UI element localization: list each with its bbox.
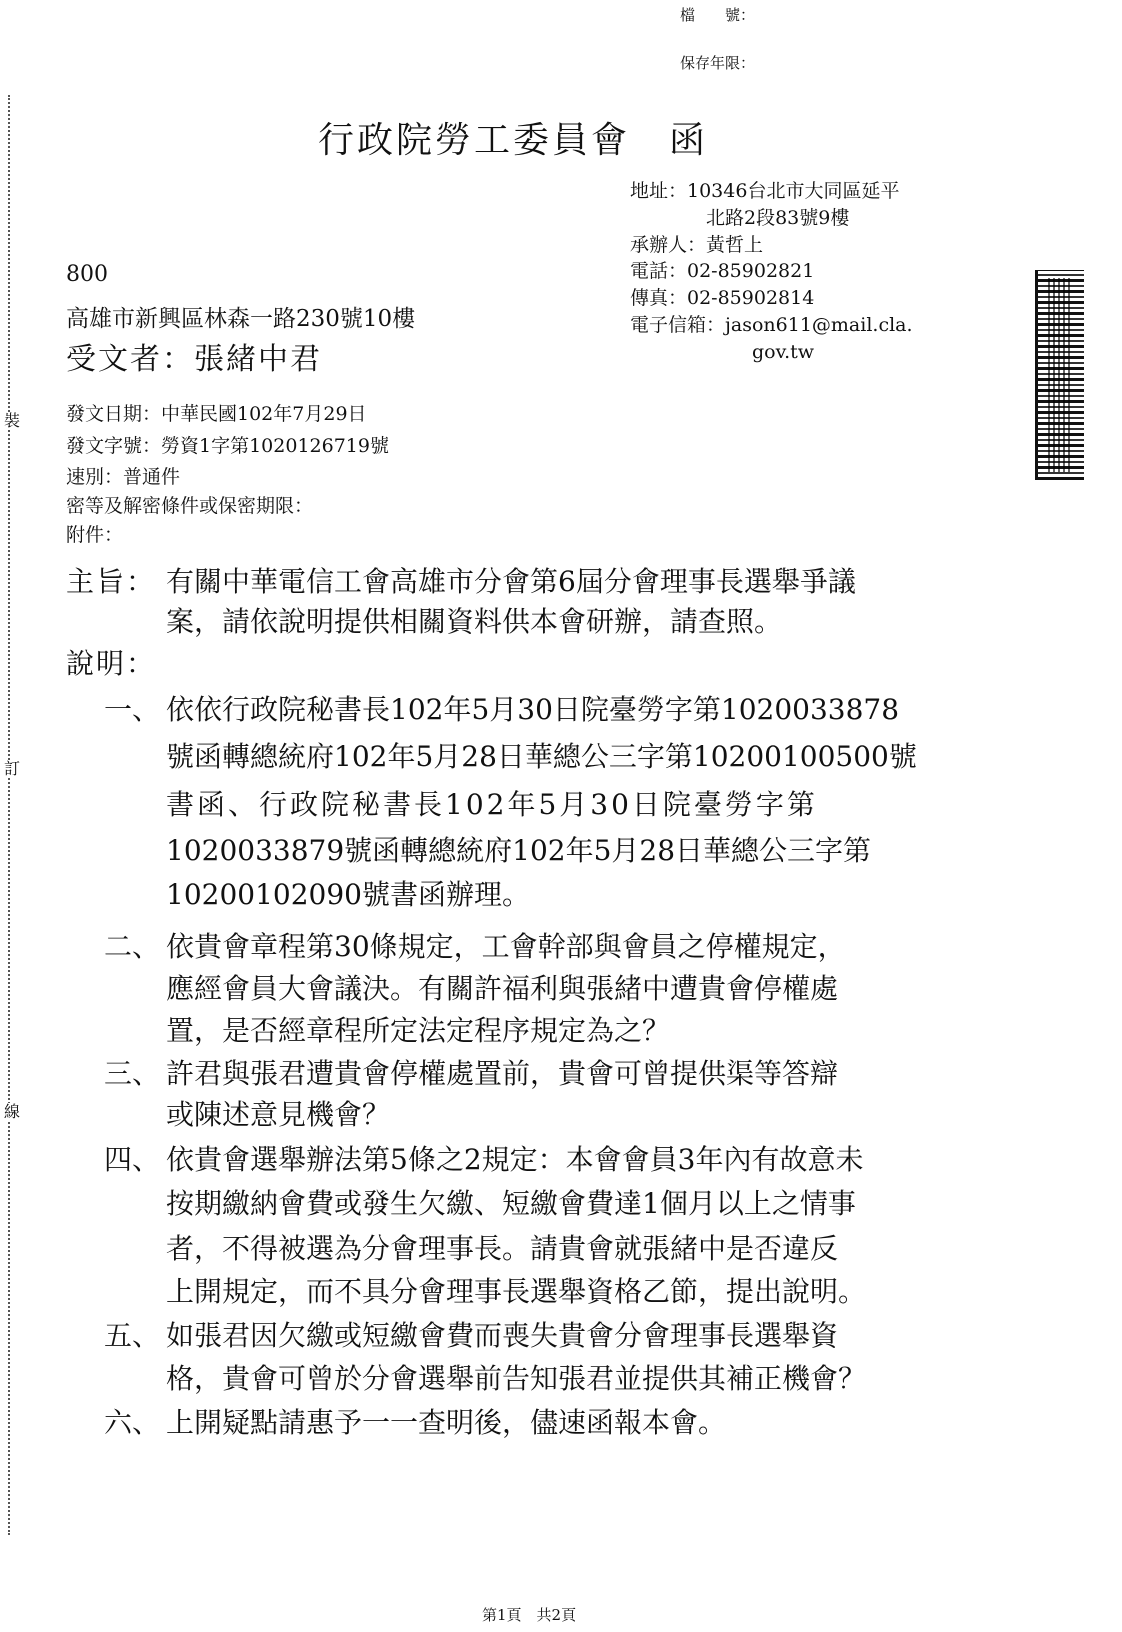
item-3-line-2: 或陳述意見機會？ bbox=[166, 1098, 391, 1131]
item-6-number: 六、 bbox=[104, 1406, 161, 1439]
delivery-speed: 速別：普通件 bbox=[66, 466, 181, 488]
recipient-name: 受文者：張緒中君 bbox=[66, 342, 322, 377]
document-number: 發文字號：勞資1字第1020126719號 bbox=[66, 435, 389, 457]
item-3-number: 三、 bbox=[104, 1057, 161, 1090]
sender-address-line-2: 北路2段83號9樓 bbox=[706, 207, 850, 229]
item-2-line-1: 依貴會章程第30條規定，工會幹部與會員之停權規定， bbox=[166, 930, 846, 963]
item-4-line-2: 按期繳納會費或發生欠繳、短繳會費達1個月以上之情事 bbox=[166, 1187, 856, 1220]
phone-number: 電話：02-85902821 bbox=[630, 260, 815, 282]
item-4-line-4: 上開規定，而不具分會理事長選舉資格乙節，提出說明。 bbox=[166, 1275, 867, 1308]
email-line-2: gov.tw bbox=[752, 341, 815, 363]
email-line-1: 電子信箱：jason611@mail.cla. bbox=[630, 314, 913, 336]
secrecy-level: 密等及解密條件或保密期限： bbox=[66, 495, 314, 517]
recipient-address: 高雄市新興區林森一路230號10樓 bbox=[66, 306, 416, 332]
subject-line-1: 有關中華電信工會高雄市分會第6屆分會理事長選舉爭議 bbox=[166, 565, 856, 598]
item-4-number: 四、 bbox=[104, 1143, 161, 1176]
explanation-label: 說明： bbox=[66, 647, 157, 680]
item-4-line-1: 依貴會選舉辦法第5條之2規定：本會會員3年內有故意未 bbox=[166, 1143, 864, 1176]
item-6-line-1: 上開疑點請惠予一一查明後，儘速函報本會。 bbox=[166, 1406, 727, 1439]
contact-person: 承辦人：黃哲上 bbox=[630, 234, 764, 256]
item-1-line-5: 10200102090號書函辦理。 bbox=[166, 878, 530, 911]
subject-line-2: 案，請依說明提供相關資料供本會研辦，請查照。 bbox=[166, 605, 783, 638]
issue-date: 發文日期：中華民國102年7月29日 bbox=[66, 403, 367, 425]
receipt-seal-barcode bbox=[1035, 270, 1084, 480]
item-5-line-1: 如張君因欠繳或短繳會費而喪失貴會分會理事長選舉資 bbox=[166, 1319, 839, 1352]
item-3-line-1: 許君與張君遭貴會停權處置前，貴會可曾提供渠等答辯 bbox=[166, 1057, 839, 1090]
binding-mark-ding: 訂 bbox=[4, 759, 21, 778]
item-5-line-2: 格，貴會可曾於分會選舉前告知張君並提供其補正機會？ bbox=[166, 1362, 867, 1395]
retention-period-label: 保存年限： bbox=[680, 54, 756, 72]
item-5-number: 五、 bbox=[104, 1319, 161, 1352]
attachment-label: 附件： bbox=[66, 524, 124, 546]
postal-code: 800 bbox=[66, 262, 108, 287]
document-title: 行政院勞工委員會 函 bbox=[318, 120, 709, 161]
subject-label: 主旨： bbox=[66, 565, 157, 598]
file-number-label: 檔 號： bbox=[680, 6, 756, 24]
item-2-number: 二、 bbox=[104, 930, 161, 963]
binding-dotted-line bbox=[8, 95, 10, 1535]
item-1-line-1: 依依行政院秘書長102年5月30日院臺勞字第1020033878 bbox=[166, 693, 900, 726]
item-1-number: 一、 bbox=[104, 693, 161, 726]
fax-number: 傳真：02-85902814 bbox=[630, 287, 815, 309]
item-1-line-3: 書函、行政院秘書長102年5月30日院臺勞字第 bbox=[166, 788, 818, 821]
binding-mark-zhuang: 裝 bbox=[4, 411, 21, 430]
item-1-line-4: 1020033879號函轉總統府102年5月28日華總公三字第 bbox=[166, 834, 872, 867]
item-1-line-2: 號函轉總統府102年5月28日華總公三字第10200100500號 bbox=[166, 740, 917, 773]
item-4-line-3: 者，不得被選為分會理事長。請貴會就張緒中是否違反 bbox=[166, 1232, 839, 1265]
binding-mark-xian: 線 bbox=[4, 1102, 21, 1121]
sender-address-line-1: 地址：10346台北市大同區延平 bbox=[630, 180, 900, 202]
item-2-line-3: 置，是否經章程所定法定程序規定為之？ bbox=[166, 1014, 671, 1047]
page-number: 第1頁 共2頁 bbox=[482, 1606, 577, 1624]
item-2-line-2: 應經會員大會議決。有關許福利與張緒中遭貴會停權處 bbox=[166, 972, 839, 1005]
